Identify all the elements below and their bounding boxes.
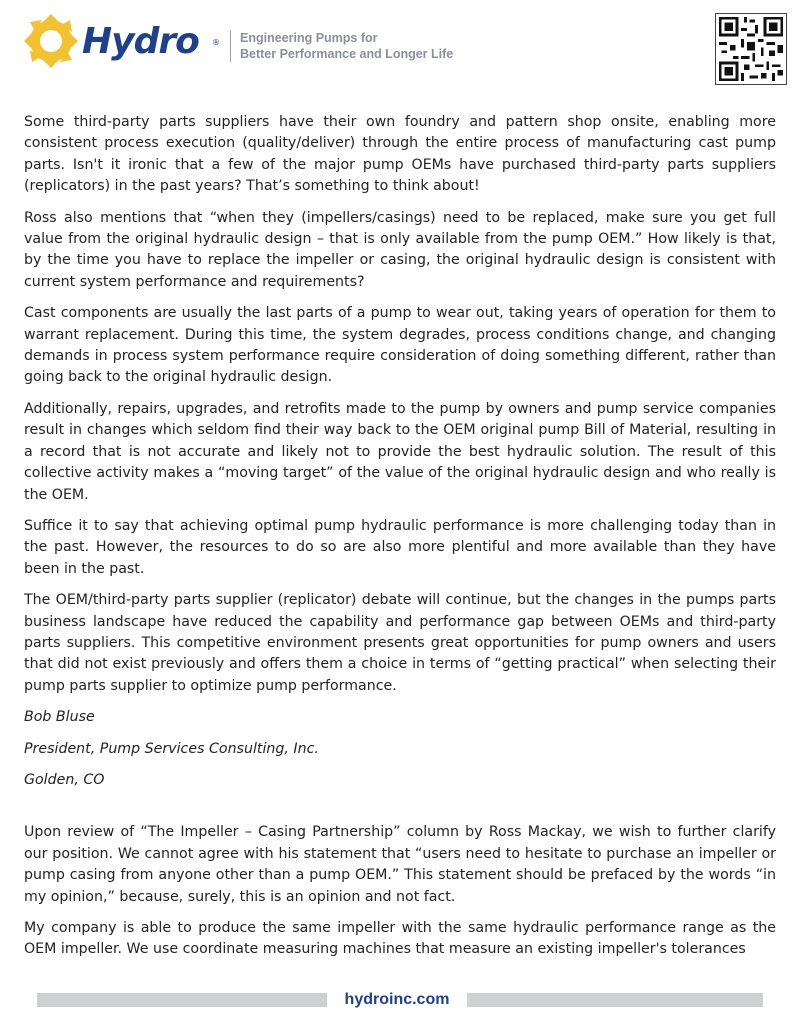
- paragraph: Some third-party parts suppliers have their own foundry and pattern shop onsite, enabling more consistent process execution (quality/deliver) through the entire process of manufacturing cast pump parts. Isn't it ironic that a few of the major pump OEMs have purchased third-party parts suppliers (replicators) in the past years? That’s something to think about!: [24, 114, 776, 195]
- registered-mark: ®: [212, 38, 220, 47]
- qr-code-icon: [715, 13, 787, 85]
- footer-rule-right: [467, 993, 763, 1007]
- page-footer: [0, 990, 800, 1014]
- header-divider: [230, 30, 231, 62]
- article-body: [24, 112, 776, 971]
- footer-rule-left: [37, 993, 327, 1007]
- paragraph: Additionally, repairs, upgrades, and retrofits made to the pump by owners and pump service companies result in changes which seldom find their way back to the OEM original pump Bill of Material, resulting in a record that is not accurate and likely not to provide the best hydraulic solution. The result of this collective activity makes a “moving target” of the value of the original hydraulic design and who really is the OEM.: [24, 400, 776, 503]
- paragraph: Cast components are usually the last parts of a pump to wear out, taking years of operation for them to warrant replacement. During this time, the system degrades, process conditions change, and changing demands in process system performance require consideration of doing something different, rather than going back to the original hydraulic design.: [24, 305, 776, 386]
- paragraph: Ross also mentions that “when they (impellers/casings) need to be replaced, make sure you get full value from the original hydraulic design – that is only available from the pump OEM.” How likely is that, by the time you have to replace the impeller or casing, the original hydraulic design is consistent with current system performance and requirements?: [24, 209, 776, 290]
- footer-url-link[interactable]: hydroinc.com: [344, 991, 450, 1008]
- paragraph: Upon review of “The Impeller – Casing Partnership” column by Ross Mackay, we wish to further clarify our position. We cannot agree with his statement that “users need to hesitate to purchase an impeller or pump casing from anyone other than a pump OEM.” This statement should be prefaced by the words “in my opinion,” because, surely, this is an opinion and not fact.: [24, 824, 776, 905]
- tagline-line-2: Better Performance and Longer Life: [240, 47, 454, 61]
- hydro-logo-icon: [22, 12, 80, 70]
- tagline-line-1: Engineering Pumps for: [240, 31, 378, 45]
- signature-name: Bob Bluse: [24, 709, 95, 726]
- paragraph: My company is able to produce the same impeller with the same hydraulic performance range as the OEM impeller. We use coordinate measuring machines that measure an existing impeller's tolerances: [24, 920, 776, 958]
- tagline: [240, 30, 453, 62]
- brand-name: Hydro: [82, 21, 199, 62]
- signature-location: Golden, CO: [24, 771, 105, 788]
- page-header: [0, 0, 800, 90]
- paragraph: Suffice it to say that achieving optimal pump hydraulic performance is more challenging today than in the past. However, the resources to do so are also more plentiful and more available than they have been in the past.: [24, 517, 776, 577]
- signature-title: President, Pump Services Consulting, Inc.: [24, 740, 319, 757]
- paragraph: The OEM/third-party parts supplier (replicator) debate will continue, but the changes in the pumps parts business landscape have reduced the capability and performance gap between OEMs and third-party parts suppliers. This competitive environment presents great opportunities for pump owners and users that did not exist previously and offers them a choice in terms of “getting practical” when selecting their pump parts supplier to optimize pump performance.: [24, 592, 776, 694]
